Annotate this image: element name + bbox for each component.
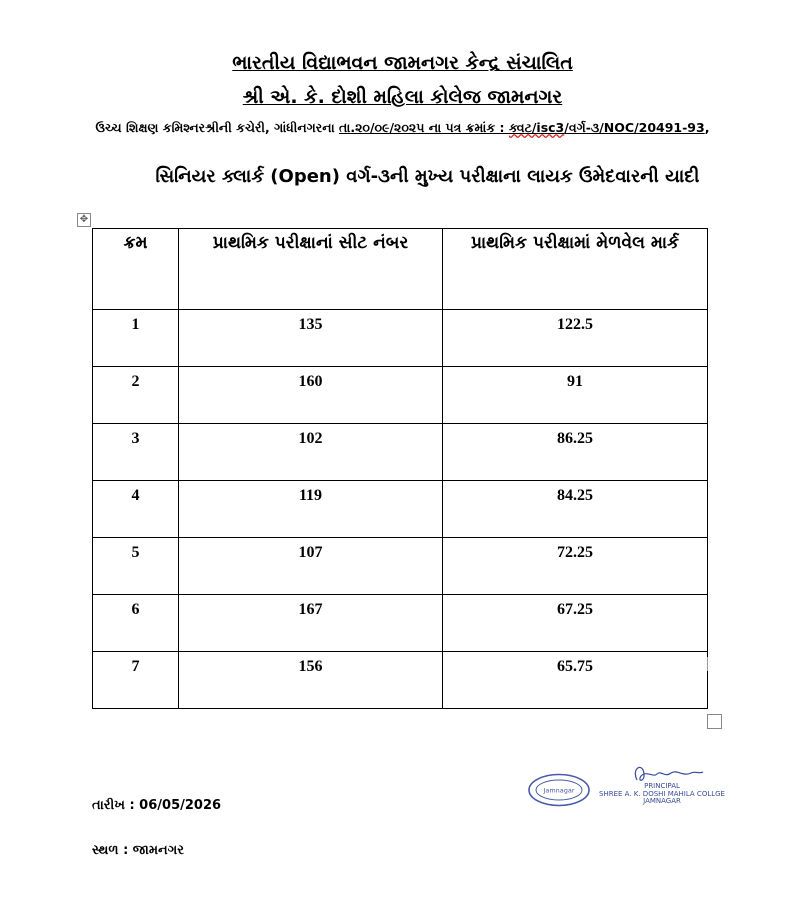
table-header-row [93, 229, 708, 310]
cell-marks: 84.25 [443, 481, 708, 538]
cell-serial: 3 [93, 424, 179, 481]
college-title: શ્રી એ. કે. દોશી મહિલા કોલેજ જામનગર [242, 86, 563, 108]
signature-college: SHREE A. K. DOSHI MAHILA COLLGE [599, 790, 725, 798]
header-seat-number: પ્રાથમિક પરીક્ષાનાં સીટ નંબર [179, 229, 443, 310]
signature-title: PRINCIPAL [644, 782, 680, 790]
table-row [93, 481, 708, 538]
cell-seat: 119 [179, 481, 443, 538]
table-row [93, 424, 708, 481]
cell-seat: 167 [179, 595, 443, 652]
table-resize-handle[interactable] [707, 714, 722, 729]
table-row [93, 310, 708, 367]
cell-serial: 5 [93, 538, 179, 595]
stamp-text: Jamnagar [543, 786, 575, 795]
signature-city: JAMNAGAR [643, 797, 681, 805]
date-label: તારીખ : 06/05/2026 [92, 798, 222, 813]
merit-table [92, 228, 708, 709]
cell-seat: 107 [179, 538, 443, 595]
reference-line: ઉચ્ચ શિક્ષણ કમિશ્નરશ્રીની કચેરી, ગાંધીનગરના તા.૨૦/૦૯/૨૦૨૫ ના પત્ર ક્રમાંક : ક્વટ/isc3/વર્ગ-૩/NOC/20491-93, [95, 120, 710, 135]
table-row [93, 652, 708, 709]
institution-title: ભારતીય વિદ્યાભવન જામનગર કેન્દ્ર સંચાલિત [232, 52, 573, 74]
cell-serial: 4 [93, 481, 179, 538]
cell-marks: 86.25 [443, 424, 708, 481]
cell-serial: 7 [93, 652, 179, 709]
cell-serial: 2 [93, 367, 179, 424]
table-border-marker [707, 657, 708, 671]
cell-seat: 102 [179, 424, 443, 481]
cell-seat: 160 [179, 367, 443, 424]
list-title: સિનિયર ક્લાર્ક (Open) વર્ગ-૩ની મુખ્ય પરીક્ષાના લાયક ઉમેદવારની યાદી [155, 166, 700, 187]
header-serial: ક્રમ [93, 229, 179, 310]
table-row [93, 367, 708, 424]
cell-serial: 1 [93, 310, 179, 367]
table-row [93, 538, 708, 595]
college-stamp [527, 773, 591, 807]
header-marks: પ્રાથમિક પરીક્ષામાં મેળવેલ માર્ક [443, 229, 708, 310]
table-row [93, 595, 708, 652]
cell-marks: 91 [443, 367, 708, 424]
place-label: સ્થળ : જામનગર [92, 843, 184, 858]
cell-marks: 72.25 [443, 538, 708, 595]
reference-letter: તા.૨૦/૦૯/૨૦૨૫ ના પત્ર ક્રમાંક : ક્વટ/isc3/વર્ગ-૩/NOC/20491-93 [339, 120, 705, 135]
cell-marks: 65.75 [443, 652, 708, 709]
cell-seat: 135 [179, 310, 443, 367]
cell-seat: 156 [179, 652, 443, 709]
cell-marks: 67.25 [443, 595, 708, 652]
reference-prefix: ઉચ્ચ શિક્ષણ કમિશ્નરશ્રીની કચેરી, ગાંધીનગરના [95, 120, 339, 135]
cell-marks: 122.5 [443, 310, 708, 367]
table-move-handle-icon[interactable]: ✥ [77, 213, 91, 227]
cell-serial: 6 [93, 595, 179, 652]
principal-signature [597, 758, 727, 806]
